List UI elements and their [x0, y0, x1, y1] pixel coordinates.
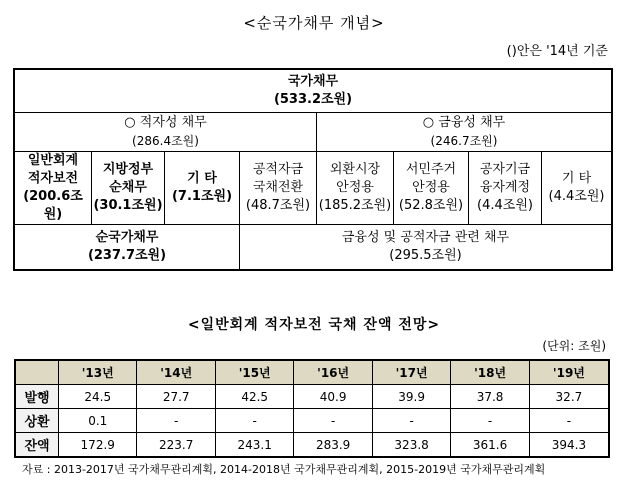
debt-item-value: (200.6조원) [23, 189, 83, 222]
debt-item-value: (185.2조원) [318, 198, 392, 213]
table-cell: 37.8 [451, 385, 529, 409]
debt-item-value: (4.4조원) [548, 189, 605, 204]
table-cell: - [372, 409, 450, 433]
table-cell: - [215, 409, 293, 433]
debt-item-cell [469, 152, 542, 225]
year-header: '16년 [294, 360, 372, 385]
net-debt-cell [14, 225, 240, 271]
debt-item-label: 외환시장 [329, 162, 381, 177]
table-cell: - [529, 409, 609, 433]
year-header: '14년 [137, 360, 215, 385]
table-cell: - [294, 409, 372, 433]
table-cell: 172.9 [59, 433, 137, 458]
deficit-debt-value: (286.4조원) [132, 134, 199, 148]
net-debt-label: 순국가채무 [95, 230, 159, 245]
table-cell: 42.5 [215, 385, 293, 409]
national-debt-cell [14, 69, 612, 113]
debt-item-cell [542, 152, 613, 225]
debt-item-cell [92, 152, 165, 225]
table-cell: 27.7 [137, 385, 215, 409]
table-cell: - [137, 409, 215, 433]
table-cell: 243.1 [215, 433, 293, 458]
year-header: '13년 [59, 360, 137, 385]
debt-item-label: 안정용 [412, 180, 450, 195]
table-cell: 39.9 [372, 385, 450, 409]
outlook-title: <일반회계 적자보전 국채 잔액 전망> [187, 317, 441, 333]
related-debt-cell [240, 225, 613, 271]
concept-title: <순국가채무 개념> [243, 14, 385, 32]
financial-debt-value: (246.7조원) [430, 134, 498, 148]
unit-label: (단위: 조원) [542, 339, 606, 353]
debt-item-label: 국채전환 [252, 180, 304, 195]
debt-item-value: (30.1조원) [93, 198, 163, 213]
debt-item-label: 기 타 [561, 171, 592, 186]
debt-item-label: 순채무 [109, 180, 147, 195]
debt-item-value: (7.1조원) [171, 189, 233, 204]
debt-item-label: 안정용 [336, 180, 374, 195]
table-cell: 40.9 [294, 385, 372, 409]
debt-item-label: 기 타 [187, 171, 217, 186]
debt-item-value: (52.8조원) [398, 198, 464, 213]
debt-item-label: 융자계정 [479, 180, 531, 195]
table-row [15, 409, 609, 433]
table-row [15, 433, 609, 458]
debt-item-label: 서민주거 [405, 162, 457, 177]
debt-item-cell [240, 152, 317, 225]
table-cell: 394.3 [529, 433, 609, 458]
debt-item-label: 적자보전 [27, 171, 79, 186]
table-cell: 24.5 [59, 385, 137, 409]
debt-item-cell [165, 152, 240, 225]
table-cell: 283.9 [294, 433, 372, 458]
national-debt-concept-table [13, 68, 613, 271]
debt-item-label: 공자기금 [479, 162, 531, 177]
table-row [15, 385, 609, 409]
row-header: 잔액 [15, 433, 59, 458]
debt-item-cell [14, 152, 92, 225]
table-cell: 32.7 [529, 385, 609, 409]
deficit-bond-table [14, 359, 610, 458]
related-debt-value: (295.5조원) [389, 248, 462, 263]
corner-cell [15, 360, 59, 385]
national-debt-value: (533.2조원) [273, 92, 353, 107]
deficit-debt-label: ○ 적자성 채무 [124, 115, 207, 130]
table-cell: 361.6 [451, 433, 529, 458]
deficit-debt-cell [14, 113, 317, 152]
national-debt-label: 국가채무 [287, 74, 339, 89]
table-cell: - [451, 409, 529, 433]
financial-debt-label: ○ 금융성 채무 [422, 115, 506, 130]
base-year-note: ()안은 '14년 기준 [506, 44, 608, 59]
debt-item-value: (4.4조원) [477, 198, 533, 213]
financial-debt-cell [317, 113, 613, 152]
net-debt-value: (237.7조원) [87, 248, 167, 263]
debt-item-value: (48.7조원) [245, 198, 311, 213]
year-header: '18년 [451, 360, 529, 385]
debt-item-cell [394, 152, 469, 225]
debt-item-label: 공적자금 [252, 162, 304, 177]
debt-item-label: 일반회계 [27, 153, 79, 168]
year-header: '19년 [529, 360, 609, 385]
table-cell: 223.7 [137, 433, 215, 458]
table-cell: 0.1 [59, 409, 137, 433]
year-header: '17년 [372, 360, 450, 385]
debt-item-cell [317, 152, 394, 225]
row-header: 발행 [15, 385, 59, 409]
source-note: 자료 : 2013-2017년 국가채무관리계획, 2014-2018년 국가채무관리계획, 2015-2019년 국가채무관리계획 [22, 463, 546, 476]
year-header: '15년 [215, 360, 293, 385]
table-cell: 323.8 [372, 433, 450, 458]
related-debt-label: 금융성 및 공적자금 관련 채무 [341, 230, 510, 245]
debt-item-label: 지방정부 [102, 162, 154, 177]
row-header: 상환 [15, 409, 59, 433]
